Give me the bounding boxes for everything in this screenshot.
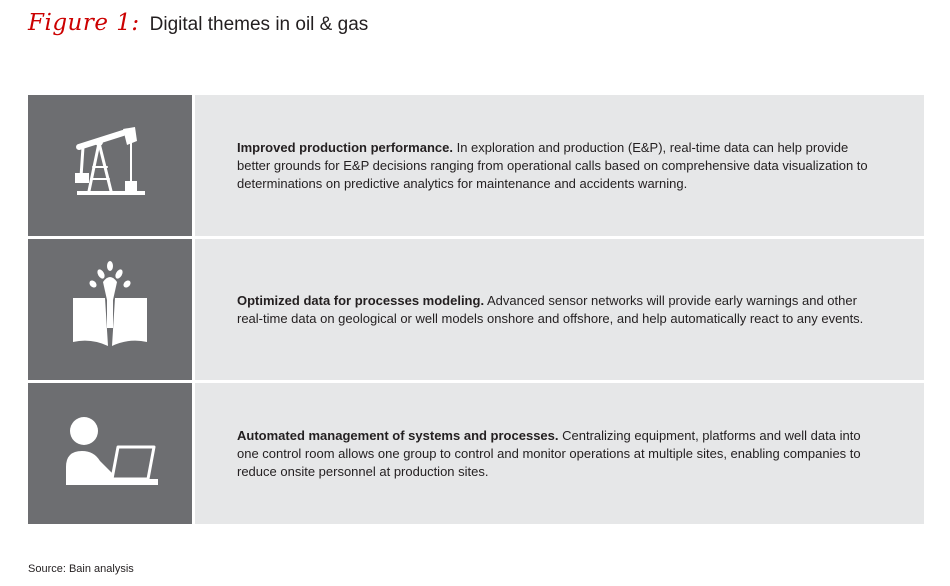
theme-row-production (28, 95, 924, 236)
icon-panel (28, 239, 192, 380)
theme-description (237, 427, 880, 481)
theme-heading: Automated management of systems and processes. (237, 427, 559, 443)
oil-pumpjack-icon (65, 121, 155, 211)
theme-text-panel (195, 383, 924, 524)
theme-body: Centralizing equipment, platforms and well data into one control room allows one group to control and monitor operations at multiple sites, enabling companies to reduce onsite personnel at production sites. (237, 427, 861, 479)
theme-heading: Optimized data for processes modeling. (237, 292, 485, 308)
icon-panel (28, 95, 192, 236)
person-laptop-icon (60, 409, 160, 499)
themes-list (28, 95, 924, 524)
theme-text-panel (195, 239, 924, 380)
theme-body: In exploration and production (E&P), real-time data can help provide better grounds for E&P decisions ranging from operational calls based on comprehensive data visualization to determinations on predictive analytics for maintenance and accidents warning. (237, 139, 868, 191)
figure-title: Digital themes in oil & gas (149, 14, 369, 35)
theme-row-modeling (28, 239, 924, 380)
icon-panel (28, 383, 192, 524)
figure-label: Figure 1: (28, 10, 140, 36)
theme-description (237, 292, 880, 328)
figure-header (28, 10, 368, 40)
theme-text-panel (195, 95, 924, 236)
theme-row-automation (28, 383, 924, 524)
theme-body: Advanced sensor networks will provide early warnings and other real-time data on geological or well models onshore and offshore, and help automatically react to any events. (237, 292, 864, 326)
oil-gusher-book-icon (65, 260, 155, 360)
theme-heading: Improved production performance. (237, 139, 453, 155)
source-note: Source: Bain analysis (28, 563, 134, 575)
theme-description (237, 139, 880, 193)
